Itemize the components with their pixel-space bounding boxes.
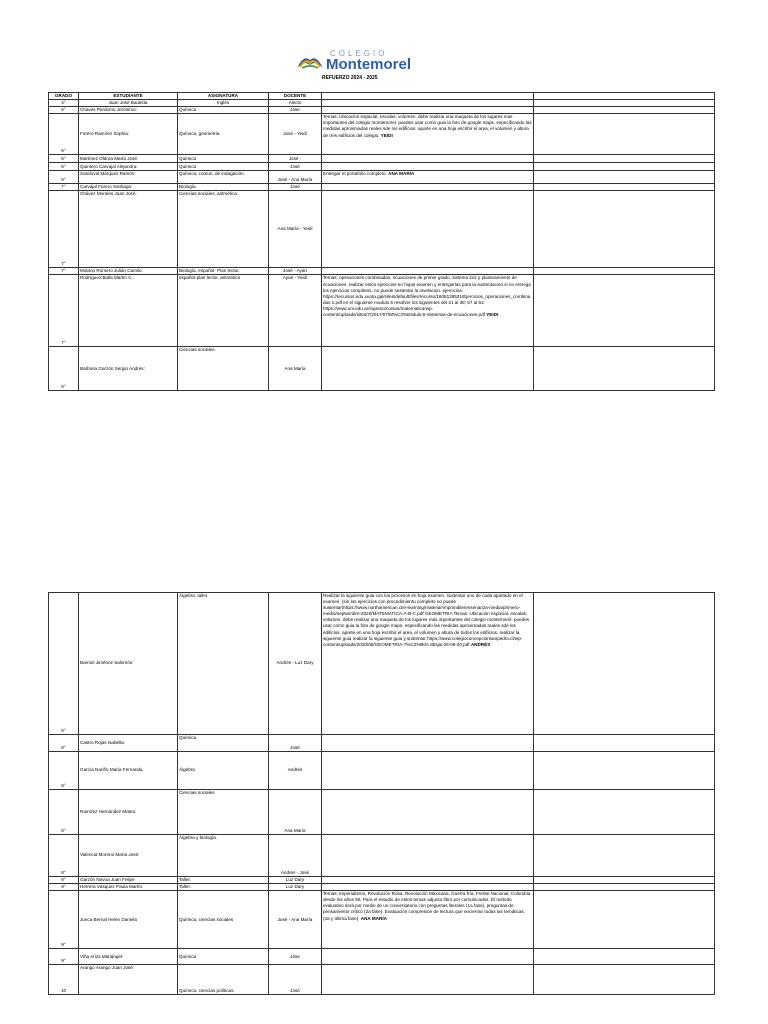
grado-cell: 9° [49,877,79,884]
blank-cell [534,107,715,114]
observation-cell [322,100,534,107]
observation-teacher-tag: ANA MARÍA [388,171,415,177]
header-blank [534,93,715,100]
grado-cell: 7° [49,268,79,275]
subject-cell: Álgebra, taller. [178,593,269,735]
blank-cell [534,347,715,391]
observation-cell [322,275,534,347]
student-name-cell: García Nariño María Fernanda [79,752,178,790]
grado-cell: 7° [49,191,79,268]
blank-cell [534,752,715,790]
student-name-cell: Carvajal Forero Santiago: [79,184,178,191]
observation-cell [322,268,534,275]
subject-cell: Química [178,155,269,163]
teacher-cell: Luz Dary [269,884,322,891]
grado-cell: 8° [49,593,79,735]
school-logo [296,50,456,74]
table-row [49,593,715,735]
table-row [49,949,715,965]
table-row [49,884,715,891]
observation-cell [322,790,534,835]
table-row [49,835,715,877]
observation-text: Temas: Ubicacion espacial, escalas, volumen. debe realizar una maqueta de los lugares mas importantes del colegio montemorel. puedes usar como guia la foto de google maps. especificando las medidas aproximadas reales sde los edificios. aparte en una hoja escribir el area, el volumen y altura de tres edificios del colegio. [323,114,532,138]
subject-cell: Biología, español- Plan lector. [178,268,269,275]
observation-cell [322,965,534,995]
observation-cell [322,877,534,884]
observation-teacher-tag: ANDRÉS [470,641,491,647]
student-name-cell: Barrios Jiménez Salomón: [79,593,178,735]
table-row [49,268,715,275]
observation-teacher-tag: YEIDI [486,312,499,318]
header-grado: GRADO [49,93,79,100]
blank-cell [534,155,715,163]
student-name-cell: Valencia Moreno María José: [79,835,178,877]
blank-cell [534,268,715,275]
table-row [49,114,715,155]
student-name-cell: Chaves Perdomo Jerónimo: [79,107,178,114]
blank-cell [534,790,715,835]
blank-cell [534,891,715,949]
grado-cell: 8° [49,735,79,752]
grado-cell: 6° [49,155,79,163]
student-name-cell: Junca Bernal Helen Daniela [79,891,178,949]
table-row [49,965,715,995]
teacher-cell: Andrés - José [269,835,322,877]
blank-cell [534,949,715,965]
grado-cell: 8° [49,752,79,790]
observation-text: Realizar la siguiente guia con los procesos en hoja examen. sustentar uno de cada apartado en el examen. (sin los ejercicios con procedimiento completo no puede sustentar)https://www.northamerican.cl/e-learning/material-imprimible/ensenanza-media/primero-medio/septiembre-2020/MATEMATICA-A-B-C.pdf GEOMETRIA Temas: Ubicacion espacial, escalas, volumen. debe realizar una maqueta de los lugares mas importantes del colegio montemorel. puedes usar como guia la foto de google maps. especificando las medidas aproximadas reales sde los edificios. aparte en una hoja escribir el area, el volumen y altura de todos los edificios. realizar la siguiente guia realizar la siguiente guia y sustentar https://www.colegioconcepcionsanpedro.cl/wp-content/uploads/2020/06/GEOMETRIA-7%C2%B0A.8bsjai.06-06-20.pdf [323,593,530,647]
teacher-cell: Ayari - Yeidi [269,275,322,347]
teacher-cell: José [269,965,322,995]
student-name-cell: Viña Ariza Mariángel: [79,949,178,965]
teacher-cell: Luz Dary [269,877,322,884]
observation-teacher-tag: ANA MARÍA [360,915,387,921]
subject-cell: Química [178,107,269,114]
grado-cell: 6° [49,107,79,114]
blank-cell [534,884,715,891]
student-name-cell: Ramírez Hernández Mateo: [79,790,178,835]
student-name-cell: Sandoval Márquez Ramón: [79,171,178,184]
student-name-cell: Herrera Vásquez Paula Martín. [79,884,178,891]
grado-cell: 9° [49,891,79,949]
reinforcement-table-page2 [48,592,715,995]
teacher-cell: José - Ana María [269,891,322,949]
subject-cell: Taller. [178,884,269,891]
student-name-cell: Martínez Oldora María José: [79,155,178,163]
grado-cell: 9° [49,949,79,965]
grado-cell: 8° [49,790,79,835]
observation-cell [322,155,534,163]
teacher-cell: Ana María - Yeidi [269,191,322,268]
blank-cell [534,877,715,884]
observation-cell [322,191,534,268]
blank-cell [534,735,715,752]
subject-cell: español-plan lector, aritmética [178,275,269,347]
grado-cell: 4° [49,100,79,107]
student-name-cell: Garzón Novoa Juan Felipe [79,877,178,884]
grado-cell: 8° [49,835,79,877]
subject-cell: Álgebra y biología. [178,835,269,877]
teacher-cell: José - Yeidi [269,114,322,155]
table-row [49,891,715,949]
observation-cell [322,884,534,891]
table-row [49,191,715,268]
table-row [49,275,715,347]
observation-cell [322,752,534,790]
observation-cell [322,949,534,965]
teacher-cell: José [269,184,322,191]
subject-cell: Química, comun. de indagación. [178,171,269,184]
table-row [49,347,715,391]
teacher-cell: José - [269,155,322,163]
blank-cell [534,191,715,268]
subject-cell: Ciencias sociales, aritmética. [178,191,269,268]
student-name-cell: Molano Romero Julián Camilo: [79,268,178,275]
student-name-cell: Barbosa Garzón Sergio Andrés: [79,347,178,391]
table-row [49,171,715,184]
observation-cell [322,891,534,949]
grado-cell: 6° [49,171,79,184]
grado-cell: 9° [49,884,79,891]
subject-cell: Química, geometría. [178,114,269,155]
observation-cell [322,835,534,877]
blank-cell [534,835,715,877]
logo-colegio-text: COLEGIO [330,49,388,58]
blank-cell [534,593,715,735]
table-row [49,163,715,171]
teacher-cell: José - Ayari [269,268,322,275]
observation-cell [322,184,534,191]
observation-cell [322,593,534,735]
table-row [49,100,715,107]
montemorel-logo-icon [296,52,324,70]
teacher-cell: Andrés - Luz Dary [269,593,322,735]
subject-cell: Biología. [178,184,269,191]
grado-cell: 10 [49,965,79,995]
student-name-cell: Arango Arango Juan José: [79,965,178,995]
teacher-cell: José [269,163,322,171]
subject-cell: Química, ciencias políticas. [178,965,269,995]
teacher-cell: Alecto [269,100,322,107]
table-row [49,735,715,752]
observation-text: Temas: Imperialismo, Revolución Rusa, Revolución Mexicana, Guerra fría, Frente Nacional, Colombia desde los años 90. Para el estudio de estos temas adjunto libro por comunicados. El método evaluativo será por medio de un conversatorio con preguntas literales (1a fase), preguntas de pensamiento crítico (2a fase), Evaluación compresión de lectura que encierran todas las temáticas. (3a y última fase). [323,891,531,921]
header-estudiante: ESTUDIANTE [79,93,178,100]
grado-cell: 6° [49,114,79,155]
observation-teacher-tag: YEIDI [380,132,393,138]
student-name-cell: Quintero Carvajal Alejandra: [79,163,178,171]
student-name-cell: Castro Rojas Isabella: [79,735,178,752]
blank-cell [534,163,715,171]
student-name-cell: Chávez Morales Juan José: [79,191,178,268]
reinforcement-table-page1 [48,92,715,391]
subject-cell: Química. [178,735,269,752]
table-row [49,877,715,884]
subject-cell: Ciencias sociales [178,790,269,835]
teacher-cell: Ana María [269,347,322,391]
observation-cell [322,735,534,752]
observation-cell [322,114,534,155]
table-row [49,155,715,163]
grado-cell: 7° [49,184,79,191]
observation-text: Entregar el portafolio completo. [323,171,387,177]
grado-cell: 6° [49,163,79,171]
header-docente: DOCENTE [269,93,322,100]
blank-cell [534,184,715,191]
table-row [49,752,715,790]
blank-cell [534,275,715,347]
blank-cell [534,171,715,184]
observation-cell [322,107,534,114]
student-name-cell: Juan José Bautista [79,100,178,107]
subject-cell: Álgebra [178,752,269,790]
table-row [49,107,715,114]
subject-cell: Química [178,163,269,171]
teacher-cell: José - Ana María [269,171,322,184]
page-subtitle: REFUERZO 2024 - 2025 [322,75,378,81]
teacher-cell: Jóse [269,107,322,114]
header-observacion [322,93,534,100]
student-name-cell: Forero Ramírez Sophia: [79,114,178,155]
blank-cell [534,965,715,995]
subject-cell: Química, ciencias sociales [178,891,269,949]
logo-school-name: Montemorel [326,56,412,73]
blank-cell [534,100,715,107]
subject-cell: Taller. [178,877,269,884]
teacher-cell: José [269,735,322,752]
student-name-cell: Rodríguez Bulla Martín C. [79,275,178,347]
table-row [49,790,715,835]
grado-cell: 8° [49,347,79,391]
observation-cell [322,171,534,184]
teacher-cell: Jóse [269,949,322,965]
teacher-cell: Andrés [269,752,322,790]
subject-cell: Química [178,949,269,965]
subject-cell: Inglés [178,100,269,107]
observation-cell [322,347,534,391]
grado-cell: 7° [49,275,79,347]
table-row [49,184,715,191]
blank-cell [534,114,715,155]
teacher-cell: Ana María [269,790,322,835]
header-asignatura: ASIGNATURA [178,93,269,100]
observation-text: Temas: operaciones combinadas, ecuaciones de primer grado, sistema 2x2 y planteamiento de ecuaciones. realizar estos ejercicios en hojas examen y entregarlas para la sustentacion si no entrega los ejercicios completos, no puede sustentar la nivelacion. ejercicios: https://recursos.edu.xunta.gal/sites/default/files/recurso/1608139531/Ejercicios_operaciones_combinadas 1.pdf en el siguiente modulo 5 resolver los siguientes del 21 al 38; 57 al 63 https://www.uni.edu.ar/ingreso/cursos/matematica/wp-content/uploads/sites/7/2017/07/M%C3%B3dulo-5-Sistemas-de-ecuaciones.pdf [323,275,531,318]
observation-cell [322,163,534,171]
subject-cell: Ciencias sociales. [178,347,269,391]
